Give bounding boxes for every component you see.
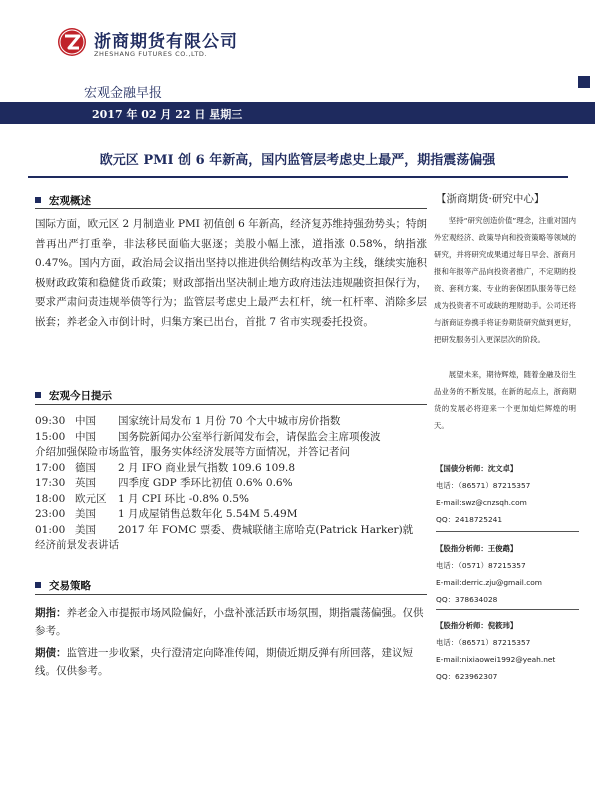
calendar-time: 18:00 (35, 492, 66, 505)
bullet-square-icon (35, 582, 41, 588)
calendar-time: 23:00 (35, 508, 66, 520)
bullet-square-icon (35, 392, 41, 398)
calendar-rule (35, 404, 427, 405)
analyst-phone: 电话：（86571）87215357 (436, 481, 531, 490)
calendar-country: 中国 (75, 415, 96, 427)
analyst-email[interactable]: E-mail:swz@cnzsqh.com (436, 498, 527, 507)
calendar-row (35, 461, 425, 477)
report-date: 2017 年 02 月 22 日 星期三 (92, 108, 243, 121)
analyst-qq: QQ：623962307 (436, 672, 498, 681)
strategy-title: 交易策略 (35, 578, 91, 593)
calendar-time: 17:30 (35, 477, 66, 489)
strategy-item: 期指：养老金入市提振市场风险偏好，小盘补涨活跃市场氛围，期指震荡偏强。仅供参考。 (35, 607, 424, 637)
calendar-time: 17:00 (35, 461, 66, 474)
calendar-list (35, 414, 425, 554)
analyst-title: 【股指分析师：王俊鹉】 (436, 544, 518, 553)
calendar-row (35, 492, 425, 508)
analyst-card (436, 460, 586, 528)
calendar-event: 国家统计局发布 1 月份 70 个大中城市房价指数 (118, 415, 341, 427)
headline: 欧元区 PMI 创 6 年新高，国内监管层考虑史上最严，期指震荡偏强 (99, 153, 496, 168)
calendar-country: 德国 (75, 461, 96, 474)
calendar-title: 宏观今日提示 (35, 388, 112, 403)
calendar-event-continuation: 介绍加强保险市场监管，服务实体经济发展等方面情况，并答记者问 (35, 446, 350, 458)
corner-square (578, 76, 590, 88)
bullet-square-icon (35, 197, 41, 203)
research-center-tag: 【浙商期货·研究中心】 (436, 193, 545, 205)
calendar-event: 1 月成屋销售总数年化 5.54M 5.49M (118, 508, 298, 520)
calendar-time: 09:30 (35, 415, 66, 427)
overview-rule (35, 208, 427, 209)
analyst-email[interactable]: E-mail:nixiaowei1992@yeah.net (436, 655, 556, 664)
analyst-divider (436, 531, 579, 532)
calendar-country: 美国 (75, 523, 96, 536)
company-name-en: ZHESHANG FUTURES CO.,LTD. (94, 50, 208, 58)
analyst-phone: 电话：（86571）87215357 (436, 638, 531, 647)
company-name-cn: 浙商期货有限公司 (94, 32, 238, 52)
calendar-row (35, 414, 425, 430)
calendar-country: 美国 (75, 508, 96, 520)
calendar-country: 英国 (75, 477, 96, 489)
calendar-country: 欧元区 (75, 492, 107, 505)
calendar-event: 2017 年 FOMC 票委、费城联储主席哈克(Patrick Harker)就 (118, 523, 414, 536)
calendar-country: 中国 (75, 430, 96, 443)
calendar-row (35, 507, 425, 523)
analyst-phone: 电话：（0571）87215357 (436, 561, 526, 570)
calendar-event-continuation: 经济前景发表讲话 (35, 539, 119, 551)
date-bar (0, 102, 595, 124)
calendar-time: 15:00 (35, 430, 66, 443)
calendar-event: 四季度 GDP 季环比初值 0.6% 0.6% (118, 477, 293, 489)
strategy-rule (35, 594, 427, 595)
overview-title: 宏观概述 (35, 193, 91, 208)
analyst-card (436, 617, 586, 685)
calendar-row (35, 523, 425, 539)
analyst-title: 【股指分析师：倪筱玮】 (436, 621, 518, 630)
analyst-card (436, 540, 586, 608)
headline-rule (28, 176, 568, 178)
overview-text: 国际方面，欧元区 2 月制造业 PMI 初值创 6 年新高，经济复苏维持强劲势头；特朗普再出严打重拳，非法移民面临大驱逐；美股小幅上涨，道指涨 0.58%，纳指涨 0.47%。国内方面，政治局会议指出坚持以推进供给侧结构改革为主线，继续实施积极财政政策和稳健货币政策；财政部指出坚决制止地方政府违法违规融资担保行为，要求严肃问责违规举债等行为；监管层考虑史上最严去杠杆，统一杠杆率、消除多层嵌套；养老金入市倒计时，归集方案已出台，首批 7 省市实现委托投资。 (35, 218, 427, 328)
analyst-qq: QQ：2418725241 (436, 515, 503, 524)
strategy-item: 期债：监管进一步收紧，央行澄清定向降准传闻，期债近期反弹有所回落，建议短线。仅供参考。 (35, 647, 413, 677)
calendar-event: 国务院新闻办公室举行新闻发布会，请保监会主席项俊波 (118, 430, 381, 443)
sidebar-intro: 坚持“研究创造价值”理念，注重对国内外宏观经济、政策导向和投资策略等领域的研究，并将研究成果通过每日早会、浙商月报和年报等产品向投资者推广，不定期的投资、套利方案、专业的套保团队服务等已经成为投资者不可或缺的理财助手。公司还将与浙商证券携手将证券期货研究做到更好，把研发服务引入更深层次的阶段。 (434, 216, 576, 344)
calendar-row (35, 476, 425, 492)
calendar-event: 2 月 IFO 商业景气指数 109.6 109.8 (118, 461, 296, 474)
analyst-divider (436, 609, 579, 610)
calendar-event: 1 月 CPI 环比 -0.8% 0.5% (118, 492, 250, 505)
strategy-list (35, 604, 427, 684)
analyst-qq: QQ：378634028 (436, 595, 498, 604)
sidebar-outlook: 展望未来，期待辉煌，随着金融及衍生品业务的不断发展，在新的起点上，浙商期货的发展必将迎来一个更加灿烂辉煌的明天。 (434, 370, 576, 430)
calendar-row (35, 430, 425, 446)
calendar-time: 01:00 (35, 523, 66, 536)
analyst-email[interactable]: E-mail:derric.zju@gmail.com (436, 578, 542, 587)
analyst-title: 【国债分析师：沈文卓】 (436, 464, 518, 473)
report-type: 宏观金融早报 (84, 86, 163, 101)
company-logo-icon (57, 27, 87, 57)
